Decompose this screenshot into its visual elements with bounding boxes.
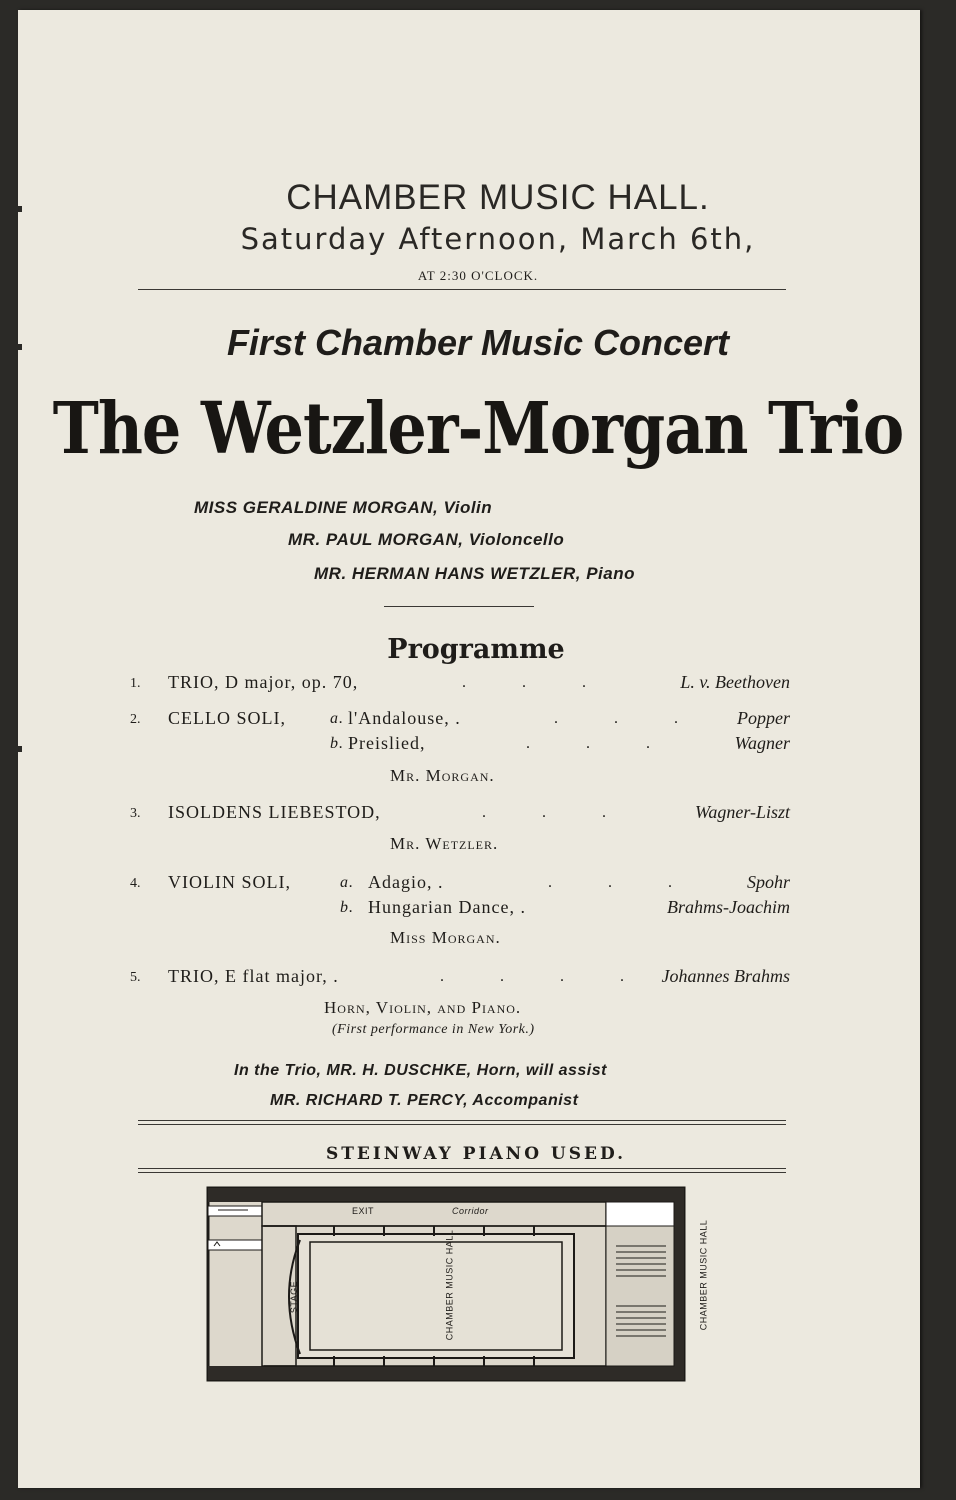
piece-a-composer: Popper bbox=[737, 708, 790, 728]
venue-title: CHAMBER MUSIC HALL. bbox=[286, 178, 710, 217]
floor-plan-corridor-label: Corridor bbox=[452, 1206, 489, 1216]
piece-b-label: b. bbox=[340, 899, 354, 916]
item-number: 2. bbox=[130, 712, 141, 727]
piece-a-label: a. bbox=[330, 710, 344, 727]
piece-a-title: Adagio, . bbox=[368, 872, 444, 892]
item-performer: Mr. Wetzler. bbox=[390, 834, 499, 853]
performer-3: MR. HERMAN HANS WETZLER, Piano bbox=[314, 564, 635, 583]
piece-b-title: Preislied, bbox=[348, 733, 426, 753]
item-number: 3. bbox=[130, 806, 141, 821]
divider bbox=[138, 1120, 786, 1121]
short-divider bbox=[384, 606, 534, 607]
concert-title: First Chamber Music Concert bbox=[226, 322, 730, 363]
divider bbox=[138, 289, 786, 290]
item-composer: Wagner-Liszt bbox=[695, 802, 790, 822]
performer-1: MISS GERALDINE MORGAN, Violin bbox=[194, 498, 493, 517]
item-title: VIOLIN SOLI, bbox=[168, 872, 291, 892]
steinway-notice: STEINWAY PIANO USED. bbox=[325, 1144, 627, 1164]
item-title: ISOLDENS LIEBESTOD, bbox=[168, 802, 381, 822]
leader-dots: . . . bbox=[462, 674, 586, 691]
floor-plan-stage-label: STAGE bbox=[289, 1280, 300, 1314]
binding-mark bbox=[14, 746, 22, 752]
item-note: (First performance in New York.) bbox=[332, 1022, 535, 1037]
floor-plan-exit-label: EXIT bbox=[352, 1206, 375, 1216]
divider bbox=[138, 1172, 786, 1173]
piece-b-composer: Brahms-Joachim bbox=[667, 897, 790, 917]
divider bbox=[138, 1124, 786, 1125]
item-number: 5. bbox=[130, 970, 141, 985]
item-composer: L. v. Beethoven bbox=[680, 672, 790, 692]
concert-time: AT 2:30 O'CLOCK. bbox=[417, 268, 539, 283]
piece-b-label: b. bbox=[330, 735, 344, 752]
item-performer: Miss Morgan. bbox=[390, 928, 501, 947]
performer-2: MR. PAUL MORGAN, Violoncello bbox=[288, 530, 565, 549]
piece-a-composer: Spohr bbox=[746, 872, 790, 892]
leader-dots: . . . bbox=[482, 804, 606, 821]
piece-a-label: a. bbox=[340, 874, 354, 891]
item-title: TRIO, D major, op. 70, bbox=[168, 672, 359, 692]
leader-dots: . . . bbox=[554, 710, 678, 727]
accompanist-line: MR. RICHARD T. PERCY, Accompanist bbox=[270, 1092, 579, 1109]
programme-page bbox=[18, 10, 920, 1488]
floor-plan-side-label: CHAMBER MUSIC HALL bbox=[698, 1219, 709, 1331]
floor-plan-hall-label: CHAMBER MUSIC HALL bbox=[444, 1229, 455, 1341]
leader-dots: . . . bbox=[548, 874, 672, 891]
item-title: TRIO, E flat major, . bbox=[168, 966, 339, 986]
item-composer: Johannes Brahms bbox=[661, 966, 790, 986]
divider bbox=[138, 1168, 786, 1169]
floor-plan bbox=[204, 1186, 688, 1382]
item-title: CELLO SOLI, bbox=[168, 708, 286, 728]
item-instruments: Horn, Violin, and Piano. bbox=[324, 998, 522, 1017]
piece-a-title: l'Andalouse, . bbox=[348, 708, 461, 728]
piece-b-title: Hungarian Dance, . bbox=[368, 897, 526, 917]
item-performer: Mr. Morgan. bbox=[390, 766, 495, 785]
assist-line: In the Trio, MR. H. DUSCHKE, Horn, will assist bbox=[234, 1062, 607, 1079]
programme-heading: Programme bbox=[387, 634, 565, 665]
leader-dots: . . . bbox=[526, 735, 650, 752]
ensemble-name: The Wetzler-Morgan Trio bbox=[52, 386, 904, 471]
item-number: 4. bbox=[130, 876, 141, 891]
concert-date: Saturday Afternoon, March 6th, bbox=[240, 222, 756, 256]
item-number: 1. bbox=[130, 676, 141, 691]
leader-dots: . . . . bbox=[440, 968, 624, 985]
piece-b-composer: Wagner bbox=[734, 733, 790, 753]
